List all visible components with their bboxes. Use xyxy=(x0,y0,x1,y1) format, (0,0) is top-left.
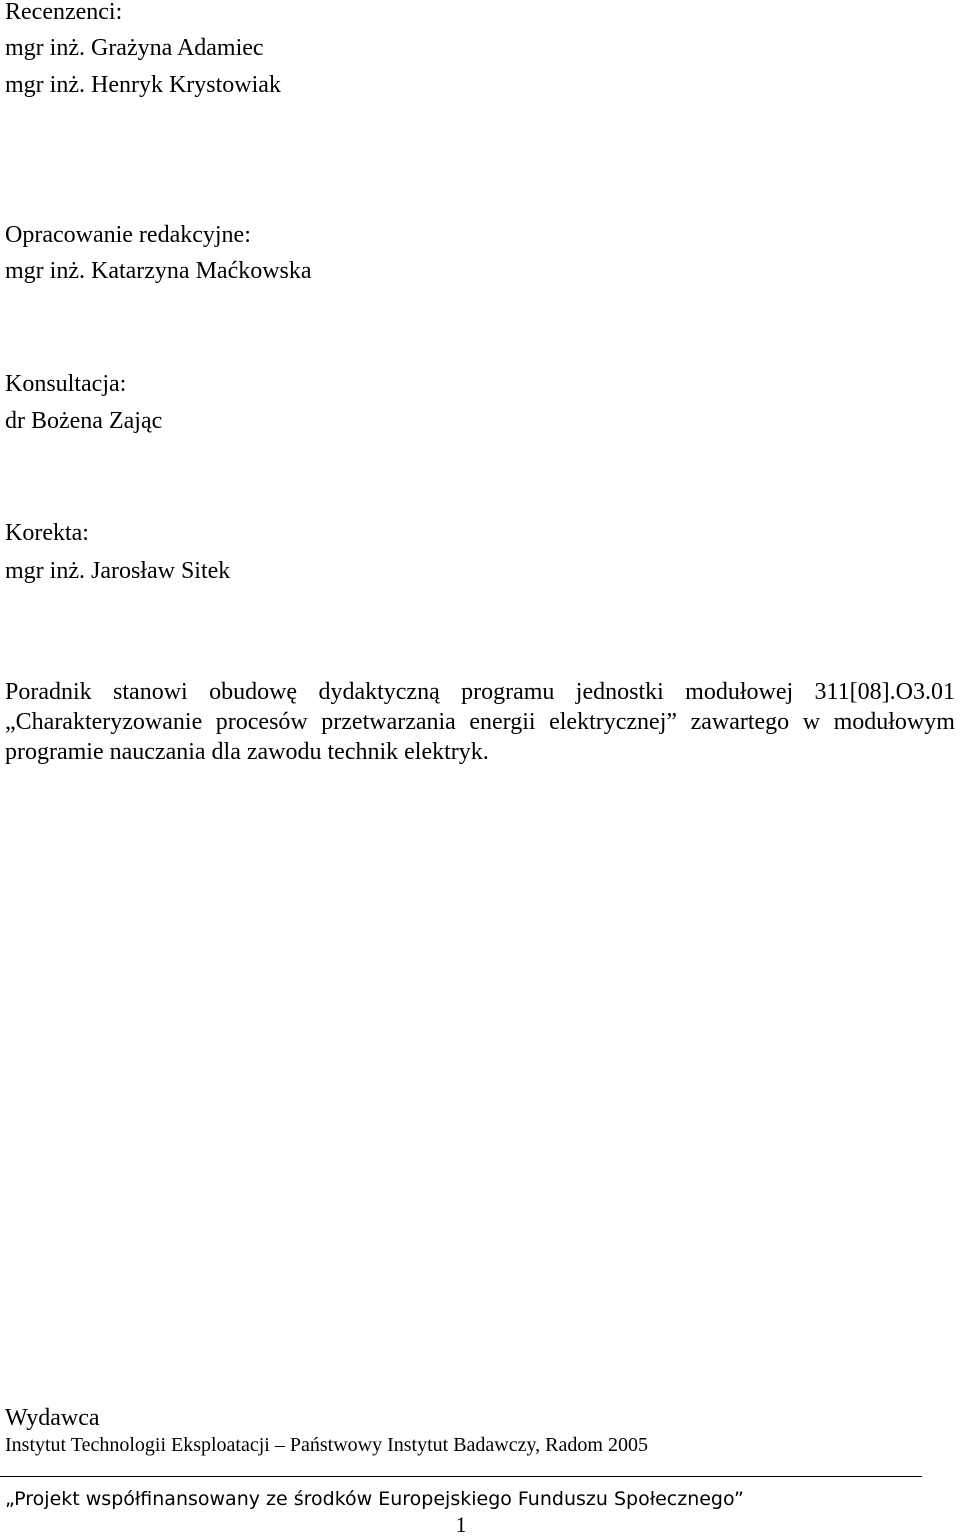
editorial-heading: Opracowanie redakcyjne: xyxy=(5,222,251,248)
description-word: jednostki xyxy=(575,679,664,705)
description-word: stanowi xyxy=(113,679,188,705)
reviewer-name: mgr inż. Grażyna Adamiec xyxy=(5,35,264,61)
description-word: zawartego xyxy=(690,709,790,735)
description-line-3: programie nauczania dla zawodu technik elektryk. xyxy=(5,739,489,765)
description-word: w xyxy=(802,709,821,735)
page-number: 1 xyxy=(455,1512,467,1537)
description-line-1 xyxy=(5,677,955,707)
consultation-heading: Konsultacja: xyxy=(5,371,127,397)
footer-funding-note: „Projekt współfinansowany ze środków Europejskiego Funduszu Społecznego” xyxy=(5,1488,744,1510)
description-word: modułowym xyxy=(833,709,955,735)
description-word: dydaktyczną xyxy=(318,679,440,705)
description-word: obudowę xyxy=(209,679,298,705)
description-word: przetwarzania xyxy=(321,709,456,735)
footer-divider xyxy=(0,1476,922,1477)
editor-name: mgr inż. Katarzyna Maćkowska xyxy=(5,258,312,284)
description-word: energii xyxy=(469,709,536,735)
description-word: programu xyxy=(461,679,555,705)
publisher-name: Instytut Technologii Eksploatacji – Państwowy Instytut Badawczy, Radom 2005 xyxy=(5,1434,648,1456)
reviewer-name: mgr inż. Henryk Krystowiak xyxy=(5,72,281,98)
description-word: „Charakteryzowanie xyxy=(5,709,203,735)
reviewers-heading: Recenzenci: xyxy=(5,0,123,25)
description-line-2 xyxy=(5,707,955,737)
proofreader-name: mgr inż. Jarosław Sitek xyxy=(5,558,231,584)
module-code: 311[08].O3.01 xyxy=(814,679,955,705)
consultant-name: dr Bożena Zając xyxy=(5,408,163,434)
description-word: procesów xyxy=(215,709,308,735)
publisher-heading: Wydawca xyxy=(5,1405,100,1431)
description-word: modułowej xyxy=(685,679,794,705)
description-word: Poradnik xyxy=(5,679,92,705)
proofreading-heading: Korekta: xyxy=(5,520,89,546)
description-word: elektrycznej” xyxy=(549,709,678,735)
